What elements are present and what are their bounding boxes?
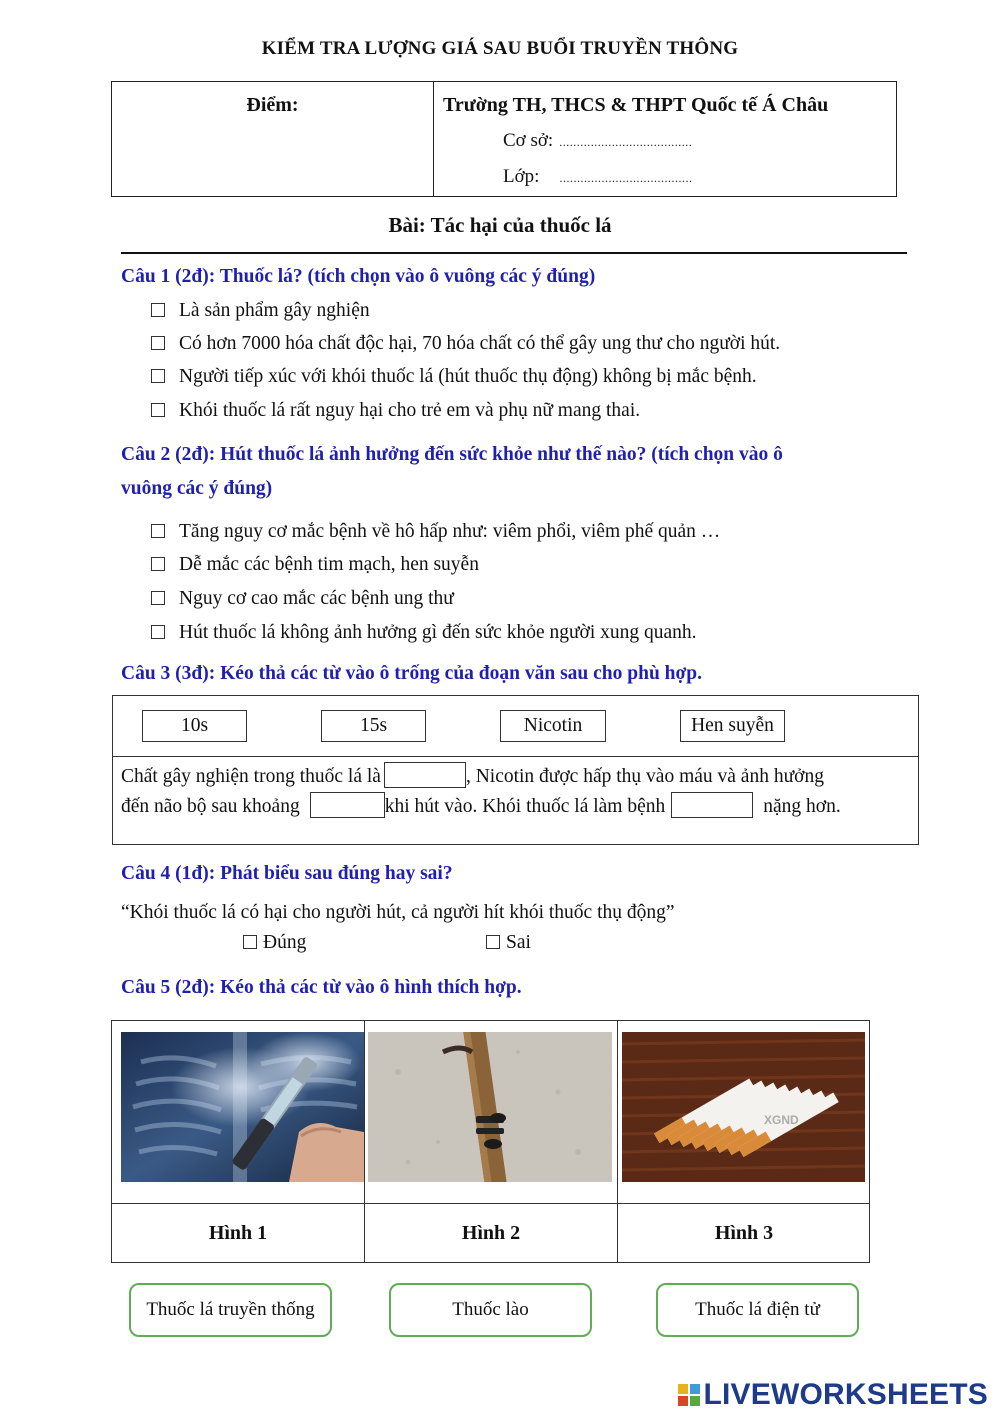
frame-divider: [113, 756, 918, 757]
picture-1-ecigarette[interactable]: [121, 1032, 364, 1182]
caption-1: Hình 1: [208, 1222, 268, 1244]
liveworksheets-logo: [678, 1378, 989, 1412]
q2-option[interactable]: Nguy cơ cao mắc các bệnh ung thư: [151, 586, 454, 612]
campus-label: Cơ sở:: [503, 130, 554, 151]
q4-heading: Câu 4 (1đ): Phát biểu sau đúng hay sai?: [121, 863, 453, 884]
header-table: [111, 81, 897, 197]
checkbox[interactable]: [151, 557, 165, 571]
word-chip-nicotin[interactable]: Nicotin: [500, 710, 606, 742]
q2-option[interactable]: Dễ mắc các bệnh tim mạch, hen suyễn: [151, 552, 479, 578]
q2-heading-cont: vuông các ý đúng): [121, 478, 273, 499]
choice-water-pipe[interactable]: Thuốc lào: [389, 1283, 592, 1337]
watermark-text: XGND: [764, 1113, 799, 1127]
q2-option[interactable]: Hút thuốc lá không ảnh hưởng gì đến sức khỏe người xung quanh.: [151, 620, 697, 646]
campus-line: [503, 130, 692, 152]
word-chip-hen-suyen[interactable]: Hen suyễn: [680, 710, 785, 742]
checkbox[interactable]: [151, 403, 165, 417]
checkbox[interactable]: [151, 303, 165, 317]
false-option[interactable]: Sai: [486, 932, 531, 954]
q1-heading: Câu 1 (2đ): Thuốc lá? (tích chọn vào ô vuông các ý đúng): [121, 266, 596, 287]
drag-drop-frame: [112, 695, 919, 845]
drop-blank-2[interactable]: [310, 792, 385, 818]
q1-option[interactable]: Là sản phẩm gây nghiện: [151, 298, 370, 324]
q2-option[interactable]: Tăng nguy cơ mắc bệnh về hô hấp như: viêm phổi, viêm phế quản …: [151, 519, 720, 545]
q1-option[interactable]: Khói thuốc lá rất nguy hại cho trẻ em và phụ nữ mang thai.: [151, 398, 640, 424]
drop-blank-3[interactable]: [671, 792, 753, 818]
water-pipe-image: [368, 1032, 612, 1182]
fill-paragraph: Chất gây nghiện trong thuốc lá là , Nicotin được hấp thụ vào máu và ảnh hưởng đến não bộ sau khoảng khi hút vào. Khói thuốc lá làm bệnh nặng hơn.: [121, 762, 911, 822]
word-chip-15s[interactable]: 15s: [321, 710, 426, 742]
horizontal-rule: [121, 252, 907, 254]
image-table: [111, 1020, 870, 1263]
q1-option[interactable]: Có hơn 7000 hóa chất độc hại, 70 hóa chất có thể gây ung thư cho người hút.: [151, 331, 780, 357]
checkbox[interactable]: [151, 625, 165, 639]
score-label: Điểm:: [246, 94, 299, 116]
school-name: Trường TH, THCS & THPT Quốc tế Á Châu: [443, 94, 829, 116]
ecigarette-image: [121, 1032, 364, 1182]
choice-traditional-cigarette[interactable]: Thuốc lá truyền thống: [129, 1283, 332, 1337]
logo-icon: [678, 1384, 700, 1406]
word-chip-10s[interactable]: 10s: [142, 710, 247, 742]
choice-e-cigarette[interactable]: Thuốc lá điện tử: [656, 1283, 859, 1337]
q3-heading: Câu 3 (3đ): Kéo thả các từ vào ô trống của đoạn văn sau cho phù hợp.: [121, 663, 703, 684]
campus-dots: ......................................: [559, 135, 693, 149]
caption-2: Hình 2: [461, 1222, 521, 1244]
q5-heading: Câu 5 (2đ): Kéo thả các từ vào ô hình thích hợp.: [121, 977, 522, 998]
true-option[interactable]: Đúng: [243, 932, 306, 954]
drop-blank-1[interactable]: [384, 762, 466, 788]
q2-heading: Câu 2 (2đ): Hút thuốc lá ảnh hưởng đến sức khỏe như thế nào? (tích chọn vào ô: [121, 444, 783, 465]
class-line: [503, 166, 692, 188]
checkbox-false[interactable]: [486, 935, 500, 949]
header-divider: [433, 82, 434, 196]
class-dots: ......................................: [559, 171, 693, 185]
caption-3: Hình 3: [714, 1222, 774, 1244]
checkbox[interactable]: [151, 591, 165, 605]
q4-statement: “Khói thuốc lá có hại cho người hút, cả người hít khói thuốc thụ động”: [121, 902, 675, 923]
checkbox-true[interactable]: [243, 935, 257, 949]
picture-2-water-pipe[interactable]: [368, 1032, 612, 1182]
logo-text: LIVEWORKSHEETS: [703, 1378, 988, 1411]
checkbox[interactable]: [151, 524, 165, 538]
picture-3-cigarettes[interactable]: [622, 1032, 865, 1182]
cigarettes-image: [622, 1032, 865, 1182]
class-label: Lớp:: [503, 166, 540, 187]
q1-option[interactable]: Người tiếp xúc với khói thuốc lá (hút thuốc thụ động) không bị mắc bệnh.: [151, 364, 757, 390]
checkbox[interactable]: [151, 336, 165, 350]
worksheet-title: KIỂM TRA LƯỢNG GIÁ SAU BUỔI TRUYỀN THÔNG: [261, 38, 739, 59]
checkbox[interactable]: [151, 369, 165, 383]
lesson-title: Bài: Tác hại của thuốc lá: [388, 213, 612, 237]
